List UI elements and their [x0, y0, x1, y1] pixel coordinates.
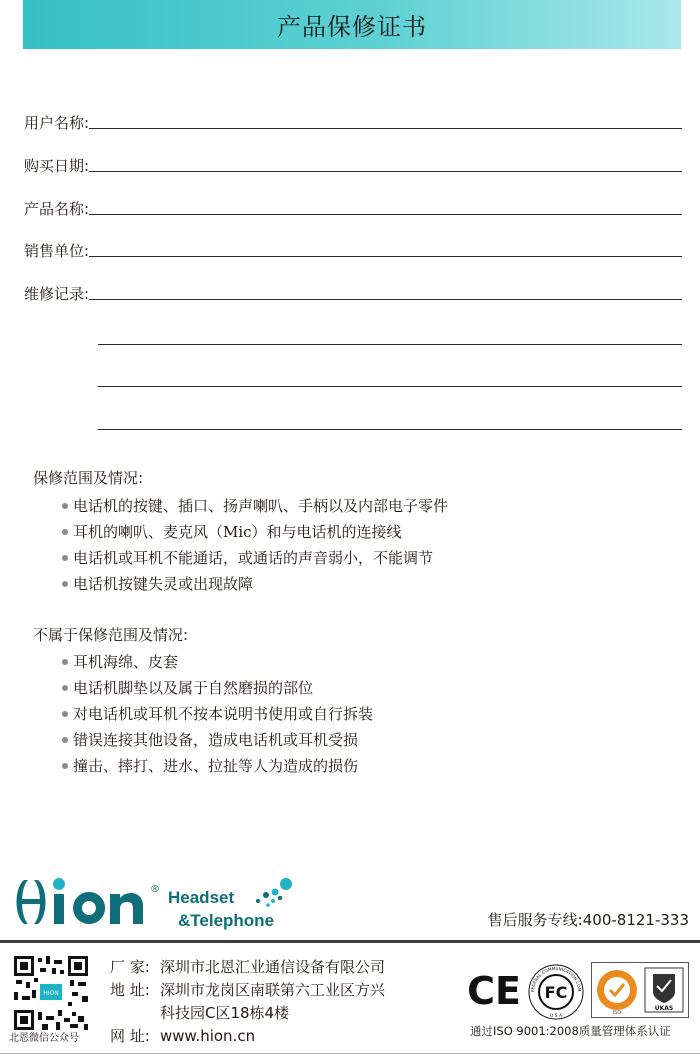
- repair-record-label: 维修记录:: [24, 285, 90, 303]
- page-title: 产品保修证书: [277, 13, 427, 41]
- list-item: 耳机的喇叭、麦克风（Mic）和与电话机的连接线: [62, 519, 448, 545]
- user-name-label: 用户名称:: [24, 114, 90, 132]
- contact-factory: [110, 957, 385, 977]
- contact-address: [110, 980, 385, 1000]
- iso-certification-text: 通过ISO 9001:2008质量管理体系认证: [470, 1024, 671, 1038]
- list-item: 对电话机或耳机不按本说明书使用或自行拆装: [62, 701, 373, 727]
- website-link[interactable]: www.hion.cn: [160, 1027, 256, 1045]
- footer-divider: [0, 940, 700, 943]
- factory-key: 厂 家:: [110, 958, 150, 976]
- form-row-seller: [24, 236, 682, 262]
- address-value-line2: 科技园C区18栋4楼: [160, 1004, 290, 1022]
- form-row-repair-record: [24, 279, 682, 305]
- ukas-label: UKAS: [654, 1005, 674, 1012]
- bullet-icon: [62, 737, 68, 743]
- bullet-icon: [62, 581, 68, 587]
- repair-record-line-4: [98, 429, 682, 430]
- list-item: 撞击、摔打、进水、拉扯等人为造成的损伤: [62, 753, 373, 779]
- seller-label: 销售单位:: [24, 242, 90, 260]
- bottom-rule: [0, 1053, 700, 1054]
- bullet-icon: [62, 711, 68, 717]
- after-sales-hotline: [488, 910, 689, 930]
- warranty-scope-title: 保修范围及情况:: [33, 469, 144, 487]
- fcc-mark-icon: [526, 962, 586, 1022]
- repair-record-line-3: [98, 386, 682, 387]
- exclusions-list: [62, 649, 373, 779]
- website-key: 网 址:: [110, 1027, 150, 1045]
- hion-wordmark-icon: [17, 878, 144, 924]
- user-name-line: [89, 127, 682, 129]
- product-name-line: [89, 213, 682, 215]
- list-item: 电话机或耳机不能通话，或通话的声音弱小，不能调节: [62, 545, 448, 571]
- exclusions-title: 不属于保修范围及情况:: [33, 626, 189, 644]
- purchase-date-line: [89, 170, 682, 172]
- list-item: 电话机按键失灵或出现故障: [62, 571, 448, 597]
- fcc-usa-text: U S A: [549, 1014, 563, 1019]
- fcc-ring-text: FEDERAL COMMUNICATION COM: [529, 965, 583, 993]
- list-item: 电话机的按键、插口、扬声喇叭、手柄以及内部电子零件: [62, 493, 448, 519]
- address-key: 地 址:: [110, 981, 150, 999]
- repair-record-line: [89, 298, 682, 300]
- dots-icon: [256, 878, 292, 907]
- tagline-headset: Headset: [168, 888, 235, 907]
- form-row-product-name: [24, 194, 682, 220]
- hion-logo: [10, 872, 300, 932]
- warranty-scope-list: [62, 493, 448, 597]
- bullet-icon: [62, 529, 68, 535]
- hotline-label: 售后服务专线:: [487, 911, 583, 929]
- list-item: 错误连接其他设备，造成电话机或耳机受损: [62, 727, 373, 753]
- hotline-number: 400-8121-333: [582, 911, 689, 929]
- tagline-telephone: &Telephone: [178, 911, 275, 930]
- cert-iso-label: ISO: [612, 1010, 622, 1016]
- qr-caption: 北恩微信公众号: [9, 1033, 79, 1044]
- ce-mark-icon: [466, 962, 522, 1018]
- repair-record-line-2: [98, 344, 682, 345]
- form-row-user-name: [24, 108, 682, 134]
- qr-code-icon: [14, 956, 88, 1030]
- ce-mark-text: CE: [467, 969, 521, 1013]
- title-banner: [23, 0, 681, 49]
- purchase-date-label: 购买日期:: [24, 157, 90, 175]
- form-row-purchase-date: [24, 151, 682, 177]
- bullet-icon: [62, 659, 68, 665]
- bullet-icon: [62, 555, 68, 561]
- registered-mark: ®: [150, 884, 160, 895]
- list-item: 耳机海绵、皮套: [62, 649, 373, 675]
- list-item: 电话机脚垫以及属于自然磨损的部位: [62, 675, 373, 701]
- bullet-icon: [62, 763, 68, 769]
- iso-certification-icon: [591, 962, 689, 1018]
- factory-value: 深圳市北恩汇业通信设备有限公司: [160, 958, 386, 976]
- qr-center-label: HION: [43, 990, 59, 997]
- product-name-label: 产品名称:: [24, 200, 90, 218]
- bullet-icon: [62, 503, 68, 509]
- address-value-line1: 深圳市龙岗区南联第六工业区方兴: [160, 981, 386, 999]
- bullet-icon: [62, 685, 68, 691]
- seller-line: [89, 255, 682, 257]
- contact-website: [110, 1026, 255, 1046]
- fcc-mark-text: FC: [544, 983, 568, 1002]
